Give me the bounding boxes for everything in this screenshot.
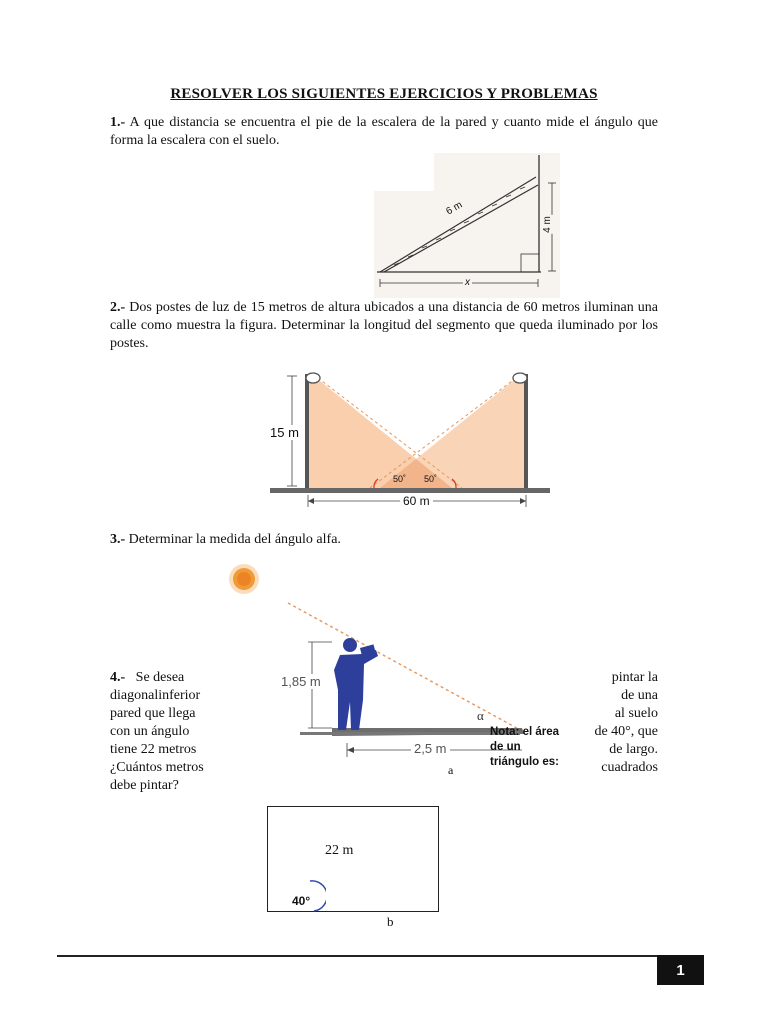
lamp-left bbox=[306, 373, 320, 383]
problem-4-left-column bbox=[110, 669, 214, 795]
post-distance-label: 60 m bbox=[400, 494, 433, 508]
problem-4-left-line: tiene 22 metros bbox=[110, 742, 197, 757]
wall-length-label: 22 m bbox=[325, 843, 354, 858]
problem-4-right-line: al suelo bbox=[614, 706, 658, 721]
page-number: 1 bbox=[657, 955, 704, 985]
person-silhouette bbox=[334, 638, 378, 730]
note-letter-a: a bbox=[448, 763, 454, 777]
problem-1-statement: A que distancia se encuentra el pie de la escalera de la pared y cuanto mide el ángulo que forma la escalera con el suelo. bbox=[110, 115, 658, 148]
angle-left-label: 50˚ bbox=[393, 474, 407, 484]
area-note: Nota: el área de un triángulo es: bbox=[490, 726, 560, 768]
lampposts-figure bbox=[262, 364, 552, 512]
problem-3-statement: Determinar la medida del ángulo alfa. bbox=[125, 532, 341, 547]
problem-2-number: 2.- bbox=[110, 300, 126, 315]
wall-rectangle bbox=[267, 806, 439, 912]
post-left bbox=[305, 374, 309, 488]
footer-rule bbox=[57, 955, 657, 957]
problem-4-left-line: debe pintar? bbox=[110, 778, 179, 793]
angle-40-label: 40° bbox=[292, 894, 311, 908]
page-title: RESOLVER LOS SIGUIENTES EJERCICIOS Y PROBLEMAS bbox=[170, 86, 598, 102]
problem-4-left-line: pared que llega bbox=[110, 706, 196, 721]
ladder-length-label: 6 m bbox=[444, 199, 465, 218]
problem-4-left-line: Se desea bbox=[135, 670, 185, 685]
problem-4-left-line: ¿Cuántos metros bbox=[110, 760, 204, 775]
sun-icon bbox=[229, 564, 259, 594]
post-right bbox=[524, 374, 528, 488]
base-x-label: x bbox=[465, 277, 470, 288]
base-b-label: b bbox=[387, 914, 394, 929]
problem-2-text bbox=[110, 299, 658, 353]
shadow-length-label: 2,5 m bbox=[411, 741, 450, 756]
lamp-right bbox=[513, 373, 527, 383]
post-height-label: 15 m bbox=[270, 425, 299, 440]
problem-4-right-line: de largo. bbox=[609, 742, 658, 757]
problem-1-text bbox=[110, 114, 658, 150]
problem-4-left-line: diagonalinferior bbox=[110, 688, 201, 703]
problem-4-right-column bbox=[583, 669, 658, 777]
problem-4-left-line: con un ángulo bbox=[110, 724, 190, 739]
problem-1-number: 1.- bbox=[110, 115, 126, 130]
ladder-figure bbox=[374, 153, 560, 298]
problem-3-text bbox=[110, 531, 658, 549]
sun-ray bbox=[288, 603, 524, 732]
problem-3-number: 3.- bbox=[110, 532, 126, 547]
street bbox=[270, 488, 550, 493]
angle-right-label: 50˚ bbox=[424, 474, 438, 484]
problem-4-right-line: cuadrados bbox=[601, 760, 658, 775]
problem-4-right-line: de una bbox=[621, 688, 658, 703]
problem-2-statement: Dos postes de luz de 15 metros de altura ubicados a una distancia de 60 metros iluminan una calle como muestra la figura. Determinar la longitud del segmento que queda iluminado por los postes. bbox=[110, 300, 658, 351]
lampposts-diagram bbox=[262, 364, 552, 512]
problem-4-right-line: de 40°, que bbox=[594, 724, 658, 739]
problem-4-number: 4.- bbox=[110, 670, 126, 685]
person-height-label: 1,85 m bbox=[281, 674, 321, 689]
alpha-angle-label: α bbox=[477, 708, 484, 723]
problem-4-right-line: pintar la bbox=[611, 670, 658, 685]
wall-height-label: 4 m bbox=[541, 216, 553, 233]
